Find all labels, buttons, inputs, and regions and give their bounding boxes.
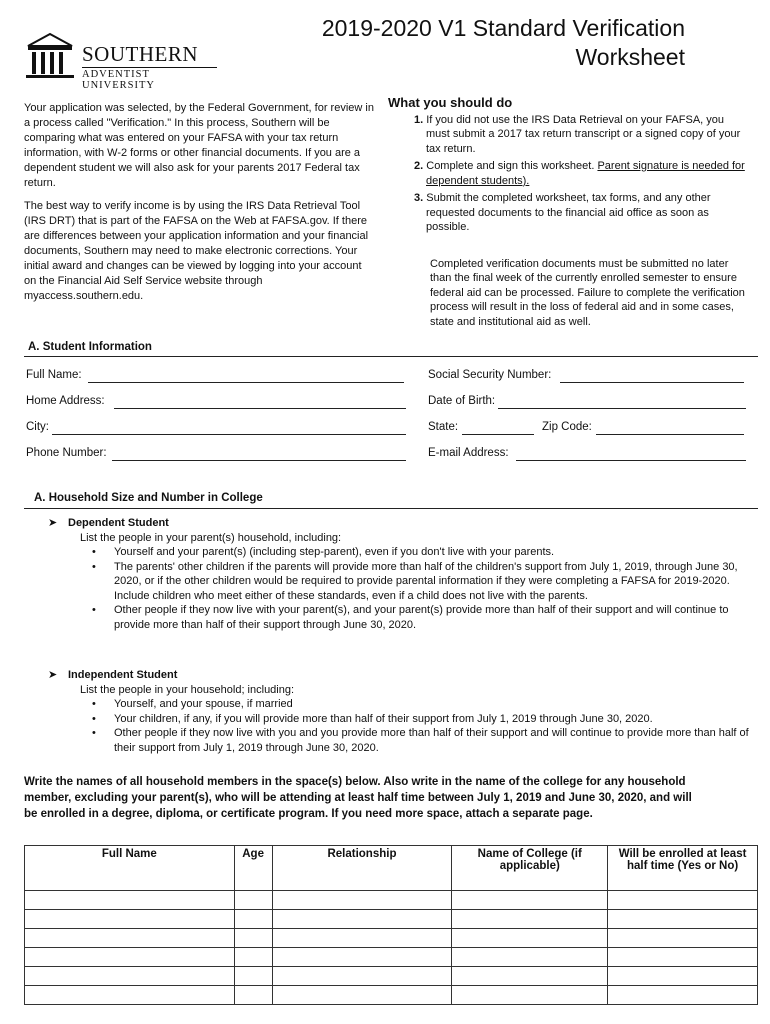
city-input[interactable]	[52, 434, 406, 435]
table-cell[interactable]	[25, 967, 235, 986]
col-header-enrolled: Will be enrolled at least half time (Yes or No)	[608, 846, 758, 891]
list-item: • Other people if they now live with you and you provide more than half of their support and will continue to provide more than half of their support from July 1, 2019 through June 30, 2020.	[114, 726, 750, 755]
email-label: E-mail Address:	[428, 447, 509, 459]
table-cell[interactable]	[234, 910, 272, 929]
list-item: • Other people if they now live with your parent(s), and your parent(s) provide more than half of their support and will continue to provide more than half of their support through June 30, 2020.	[114, 603, 750, 632]
section-household-heading: A. Household Size and Number in College	[34, 492, 263, 504]
university-logo	[24, 32, 224, 91]
table-cell[interactable]	[25, 910, 235, 929]
ssn-input[interactable]	[560, 382, 744, 383]
table-cell[interactable]	[608, 967, 758, 986]
ssn-label: Social Security Number:	[428, 369, 552, 381]
table-cell[interactable]	[272, 948, 452, 967]
list-item: • The parents' other children if the parents will provide more than half of the children's support from July 1, 2019, through June 30, 2020, or if the other children would be required to provide parental information if they were completing a FAFSA for 2019-2020. Include children who meet either of these standards, even if a child does not live with the parents.	[114, 560, 750, 604]
table-cell[interactable]	[452, 948, 608, 967]
dependent-title: Dependent Student	[68, 517, 169, 529]
deadline-notice: Completed verification documents must be submitted no later than the final week of the currently enrolled semester to ensure federal aid can be processed. Failure to complete the verification process will result in the loss of federal aid and in some cases, state and institutional aid as well.	[430, 257, 745, 328]
table-cell[interactable]	[272, 986, 452, 1005]
col-header-relationship: Relationship	[272, 846, 452, 891]
independent-title: Independent Student	[68, 669, 178, 681]
table-cell[interactable]	[272, 891, 452, 910]
table-cell[interactable]	[25, 929, 235, 948]
table-row	[25, 891, 758, 910]
table-cell[interactable]	[608, 948, 758, 967]
table-cell[interactable]	[452, 910, 608, 929]
logo-subtitle: ADVENTIST UNIVERSITY	[82, 67, 217, 91]
table-cell[interactable]	[234, 891, 272, 910]
home-address-input[interactable]	[114, 408, 406, 409]
full-name-input[interactable]	[88, 382, 404, 383]
col-header-age: Age	[234, 846, 272, 891]
table-cell[interactable]	[452, 929, 608, 948]
list-item: • Yourself and your parent(s) (including step-parent), even if you don't live with your parents.	[114, 545, 750, 560]
table-cell[interactable]	[608, 910, 758, 929]
household-table	[24, 845, 758, 1005]
col-header-full-name: Full Name	[25, 846, 235, 891]
table-cell[interactable]	[25, 986, 235, 1005]
table-row	[25, 948, 758, 967]
table-row	[25, 967, 758, 986]
table-cell[interactable]	[272, 967, 452, 986]
independent-intro: List the people in your household; including:	[80, 683, 295, 696]
dependent-intro: List the people in your parent(s) household, including:	[80, 531, 342, 544]
phone-label: Phone Number:	[26, 447, 107, 459]
state-label: State:	[428, 421, 459, 433]
independent-list	[30, 697, 750, 755]
table-row	[25, 929, 758, 948]
table-cell[interactable]	[234, 948, 272, 967]
zip-label: Zip Code:	[542, 421, 592, 433]
phone-input[interactable]	[112, 460, 406, 461]
table-cell[interactable]	[452, 986, 608, 1005]
table-cell[interactable]	[452, 891, 608, 910]
email-input[interactable]	[516, 460, 746, 461]
arrow-bullet-icon: ➤	[48, 669, 58, 681]
what-heading: What you should do	[388, 95, 513, 110]
page-title	[280, 14, 685, 72]
state-input[interactable]	[462, 434, 534, 435]
table-cell[interactable]	[608, 891, 758, 910]
city-label: City:	[26, 421, 49, 433]
intro-paragraph-2: The best way to verify income is by using the IRS Data Retrieval Tool (IRS DRT) that is part of the FAFSA on the Web at FAFSA.gov. If there are differences between your application information and your financial documents, Southern may need to make electronic corrections. Your initial award and changes can be viewed by logging into your account on the Financial Aid Self Service website through myaccess.southern.edu.	[24, 200, 369, 302]
intro-paragraph-1: Your application was selected, by the Federal Government, for review in a process called "Verification." In this process, Southern will be comparing what was entered on your FAFSA with your tax return information, with W-2 forms or other financial documents. If you are a dependent student we will also ask for your parents 2017 Federal tax return.	[24, 102, 374, 189]
table-cell[interactable]	[234, 967, 272, 986]
table-row	[25, 986, 758, 1005]
dob-label: Date of Birth:	[428, 395, 496, 407]
dependent-list	[30, 545, 750, 632]
section-divider	[24, 508, 758, 509]
table-cell[interactable]	[608, 986, 758, 1005]
independent-student-section	[30, 668, 750, 755]
table-cell[interactable]	[272, 910, 452, 929]
table-cell[interactable]	[608, 929, 758, 948]
list-item: • Yourself, and your spouse, if married	[114, 697, 750, 712]
list-item: • Your children, if any, if you will provide more than half of their support from July 1, 2019 through June 30, 2020.	[114, 712, 750, 727]
household-instructions: Write the names of all household members in the space(s) below. Also write in the name of the college for any household member, excluding your parent(s), who will be attending at least half time between July 1, 2019 and June 30, 2020, and will be enrolled in a degree, diploma, or certificate program. If you need more space, attach a separate page.	[24, 776, 692, 820]
zip-input[interactable]	[596, 434, 744, 435]
logo-name: SOUTHERN	[82, 42, 199, 66]
table-cell[interactable]	[234, 986, 272, 1005]
section-student-info-heading: A. Student Information	[28, 341, 152, 353]
table-cell[interactable]	[272, 929, 452, 948]
title-line-2: Worksheet	[575, 44, 685, 70]
step-1: 1. If you did not use the IRS Data Retrieval on your FAFSA, you must submit a 2017 tax return transcript or a signed copy of your tax return.	[414, 113, 741, 155]
table-cell[interactable]	[452, 967, 608, 986]
full-name-label: Full Name:	[26, 369, 82, 381]
table-cell[interactable]	[234, 929, 272, 948]
step-2: 2. Complete and sign this worksheet. Parent signature is needed for dependent students).	[414, 160, 745, 187]
dob-input[interactable]	[498, 408, 746, 409]
col-header-college: Name of College (if applicable)	[452, 846, 608, 891]
title-line-1: 2019-2020 V1 Standard Verification	[321, 15, 685, 41]
section-divider	[24, 356, 758, 357]
dependent-student-section	[30, 516, 750, 632]
step-3: 3. Submit the completed worksheet, tax forms, and any other requested documents to the financial aid office as soon as possible.	[414, 192, 711, 233]
table-row	[25, 910, 758, 929]
home-address-label: Home Address:	[26, 395, 105, 407]
table-header-row	[25, 846, 758, 891]
what-you-should-do	[388, 96, 748, 329]
table-cell[interactable]	[25, 948, 235, 967]
building-columns-icon	[24, 32, 76, 82]
table-cell[interactable]	[25, 891, 235, 910]
arrow-bullet-icon: ➤	[48, 517, 58, 529]
